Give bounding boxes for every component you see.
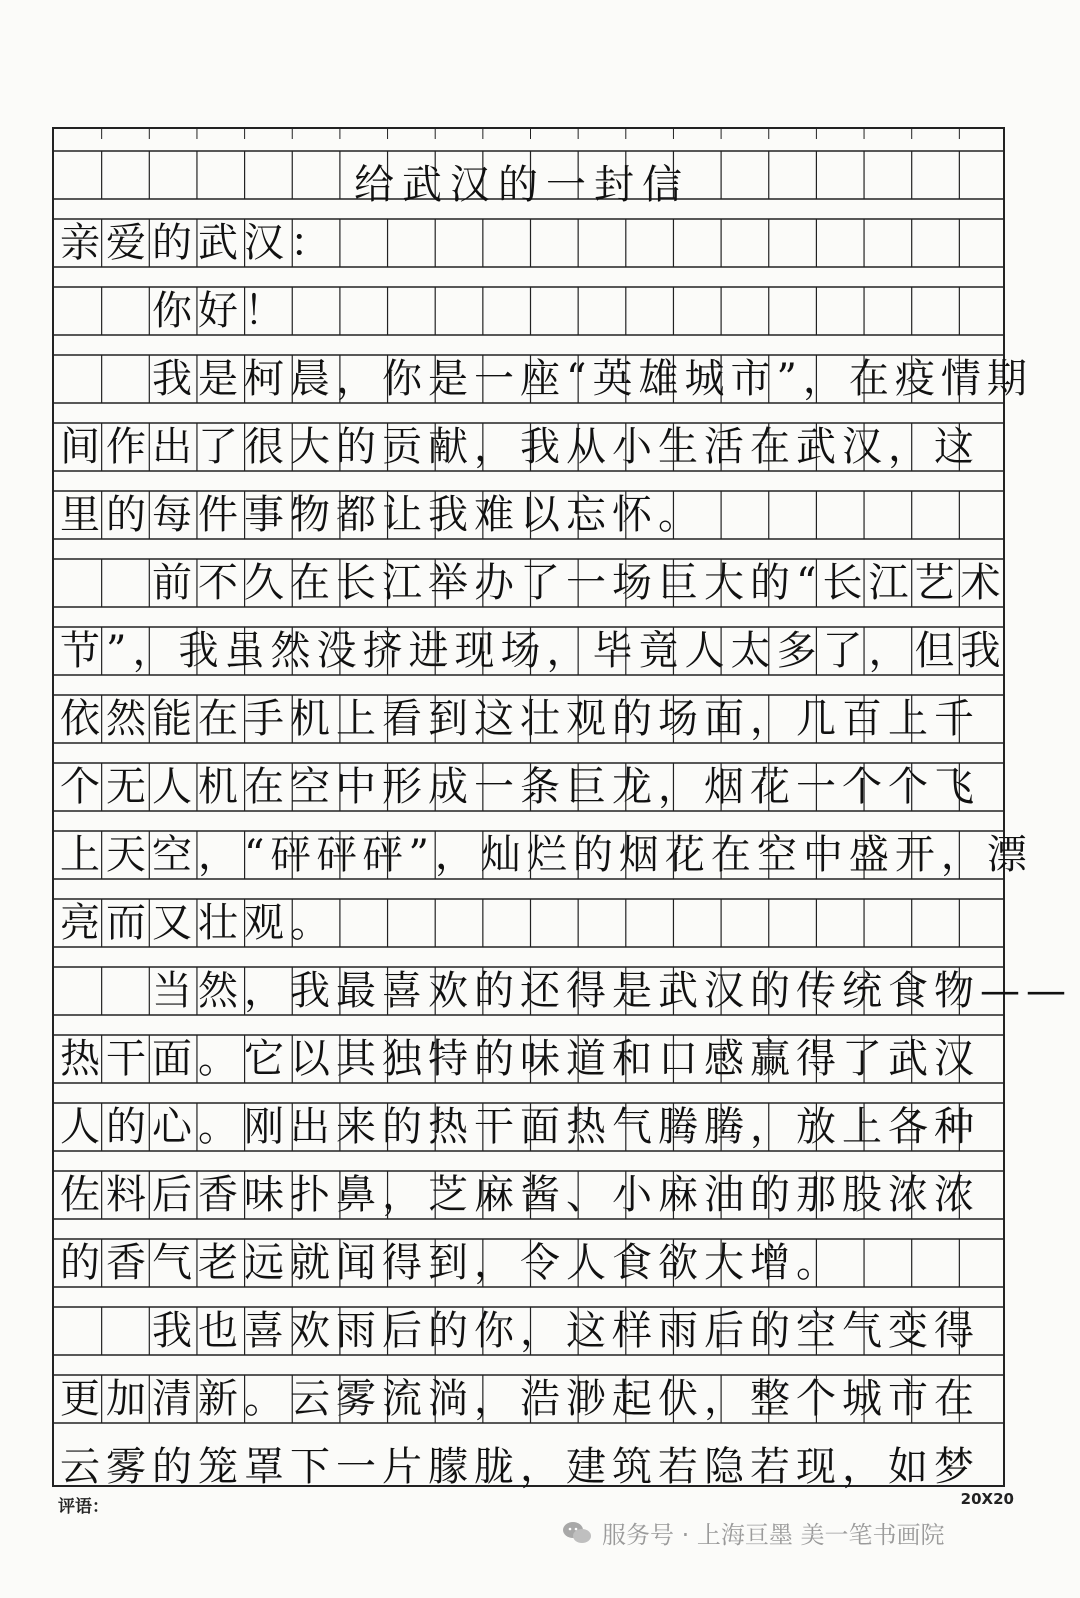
grid-size-label: 20X20 <box>960 1490 1014 1508</box>
letter-line: 亮而又壮观。 <box>60 900 336 946</box>
letter-title: 给武汉的一封信 <box>354 162 690 208</box>
letter-line: 我也喜欢雨后的你，这样雨后的空气变得 <box>60 1308 980 1354</box>
letter-line: 依然能在手机上看到这壮观的场面，几百上千 <box>60 696 980 742</box>
comment-label: 评语： <box>58 1497 109 1517</box>
letter-line: 间作出了很大的贡献，我从小生活在武汉，这 <box>60 424 980 470</box>
letter-line: 个无人机在空中形成一条巨龙，烟花一个个飞 <box>60 764 980 810</box>
letter-line: 热干面。它以其独特的味道和口感赢得了武汉 <box>60 1036 980 1082</box>
watermark-text: 服务号 · 上海亘墨 美一笔书画院 <box>602 1521 945 1549</box>
letter-line: 里的每件事物都让我难以忘怀。 <box>60 492 704 538</box>
letter-line: 你好！ <box>60 288 290 334</box>
letter-line: 前不久在长江举办了一场巨大的“长江艺术 <box>60 560 1007 606</box>
watermark <box>562 1515 945 1550</box>
letter-line: 亲爱的武汉： <box>60 220 336 266</box>
letter-line: 的香气老远就闻得到，令人食欲大增。 <box>60 1240 842 1286</box>
writing-paper <box>52 127 1072 1490</box>
letter-line: 节”，我虽然没挤进现场，毕竟人太多了，但我 <box>60 628 1007 674</box>
letter-line: 上天空，“砰砰砰”，灿烂的烟花在空中盛开，漂 <box>60 832 1033 878</box>
letter-line: 云雾的笼罩下一片朦胧，建筑若隐若现，如梦 <box>60 1444 980 1490</box>
letter-line: 我是柯晨，你是一座“英雄城市”，在疫情期 <box>60 356 1033 402</box>
chat-bubbles-icon <box>562 1520 592 1546</box>
letter-line: 人的心。刚出来的热干面热气腾腾，放上各种 <box>60 1104 980 1150</box>
letter-line: 当然，我最喜欢的还得是武汉的传统食物—— <box>60 968 1072 1014</box>
letter-line: 佐料后香味扑鼻，芝麻酱、小麻油的那股浓浓 <box>60 1172 980 1218</box>
letter-line: 更加清新。云雾流淌，浩渺起伏，整个城市在 <box>60 1376 980 1422</box>
